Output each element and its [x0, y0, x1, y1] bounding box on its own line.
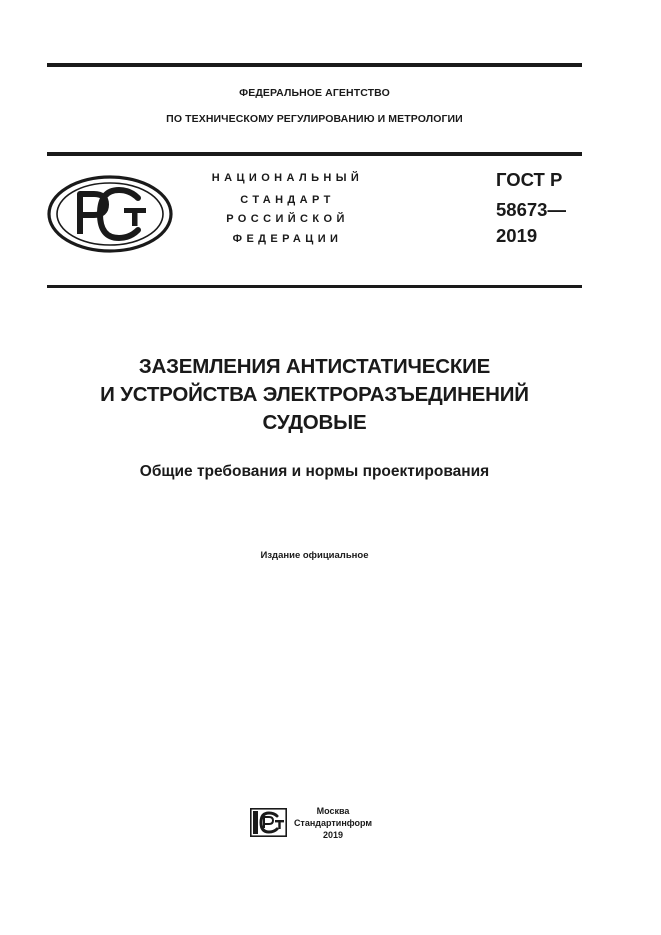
standartinform-logo-icon [250, 808, 287, 837]
publisher-city: Москва [316, 806, 350, 816]
national-standard-line-4: ФЕДЕРАЦИИ [232, 233, 343, 245]
standard-designation-line-2: 58673— [496, 199, 566, 220]
document-subtitle: Общие требования и нормы проектирования [139, 463, 490, 480]
national-standard-line-3: РОССИЙСКОЙ [226, 213, 349, 225]
agency-name-line-1: ФЕДЕРАЛЬНОЕ АГЕНТСТВО [239, 87, 390, 99]
edition-note: Издание официальное [260, 550, 369, 561]
national-standard-line-1: НАЦИОНАЛЬНЫЙ [211, 172, 364, 184]
publication-year: 2019 [322, 830, 344, 840]
document-title-line-1: ЗАЗЕМЛЕНИЯ АНТИСТАТИЧЕСКИЕ [138, 355, 491, 378]
top-rule [47, 63, 582, 67]
agency-name-line-2: ПО ТЕХНИЧЕСКОМУ РЕГУЛИРОВАНИЮ И МЕТРОЛОГИИ [166, 113, 463, 125]
document-title-line-2: И УСТРОЙСТВА ЭЛЕКТРОРАЗЪЕДИНЕНИЙ [100, 383, 529, 406]
middle-rule [47, 152, 582, 156]
national-standard-line-2: СТАНДАРТ [240, 194, 335, 206]
publisher-name: Стандартинформ [293, 818, 373, 828]
document-title-line-3: СУДОВЫЕ [262, 411, 367, 434]
standard-designation-line-3: 2019 [496, 225, 538, 246]
bottom-rule [47, 285, 582, 288]
standard-designation-line-1: ГОСТ Р [496, 169, 563, 190]
rst-certification-mark-icon [46, 174, 174, 254]
